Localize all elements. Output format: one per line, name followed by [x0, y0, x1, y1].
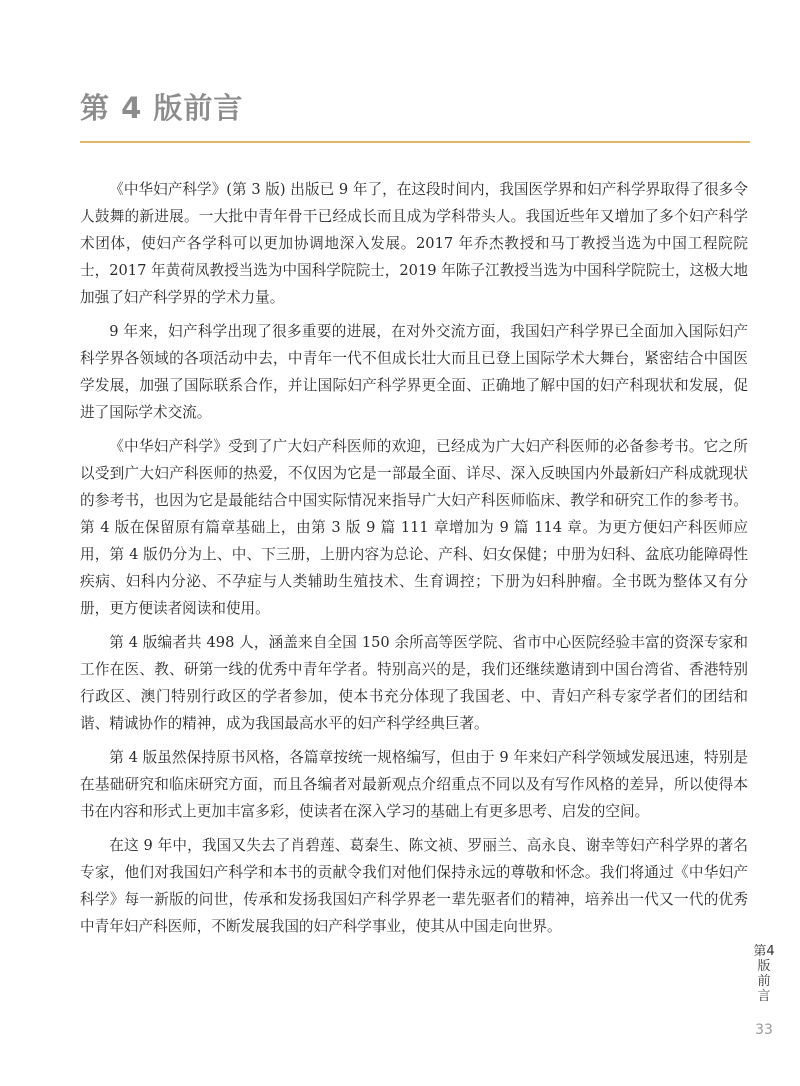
preface-body [80, 176, 748, 947]
page-number: 33 [755, 1022, 773, 1038]
page-title: 第 4 版前言 [80, 91, 244, 125]
title-divider [80, 141, 750, 143]
paragraph: 9 年来，妇产科学出现了很多重要的进展，在对外交流方面，我国妇产科学界已全面加入国际妇产科学界各领域的各项活动中去，中青年一代不但成长壮大而且已登上国际学术大舞台，紧密结合中国医学发展，加强了国际联系合作，并让国际妇产科学界更全面、正确地了解中国的妇产科现状和发展，促进了国际学术交流。 [80, 323, 748, 421]
paragraph: 第 4 版编者共 498 人，涵盖来自全国 150 余所高等医学院、省市中心医院经验丰富的资深专家和工作在医、教、研第一线的优秀中青年学者。特别高兴的是，我们还继续邀请到中国台湾省、香港特别行政区、澳门特别行政区的学者参加，使本书充分体现了我国老、中、青妇产科专家学者们的团结和谐、精诚协作的精神，成为我国最高水平的妇产科学经典巨著。 [80, 634, 748, 732]
paragraph: 在这 9 年中，我国又失去了肖碧莲、葛秦生、陈文祯、罗丽兰、高永良、谢幸等妇产科学界的著名专家，他们对我国妇产科学和本书的贡献令我们对他们保持永远的尊敬和怀念。我们将通过《中华妇产科学》每一新版的问世，传承和发扬我国妇产科学界老一辈先驱者们的精神，培养出一代又一代的优秀中青年妇产科医师，不断发展我国的妇产科学事业，使其从中国走向世界。 [80, 837, 748, 935]
paragraph: 第 4 版虽然保持原书风格，各篇章按统一规格编写，但由于 9 年来妇产科学领域发展迅速，特别是在基础研究和临床研究方面，而且各编者对最新观点介绍重点不同以及有写作风格的差异，所以使得本书在内容和形式上更加丰富多彩，使读者在深入学习的基础上有更多思考、启发的空间。 [80, 749, 748, 820]
side-section-tab: 第4版前言 [753, 944, 775, 1004]
paragraph: 《中华妇产科学》受到了广大妇产科医师的欢迎，已经成为广大妇产科医师的必备参考书。它之所以受到广大妇产科医师的热爱，不仅因为它是一部最全面、详尽、深入反映国内外最新妇产科成就现状的参考书，也因为它是最能结合中国实际情况来指导广大妇产科医师临床、教学和研究工作的参考书。第 4 版在保留原有篇章基础上，由第 3 版 9 篇 111 章增加为 9 篇 114 章。为更方便妇产科医师应用，第 4 版仍分为上、中、下三册，上册内容为总论、产科、妇女保健；中册为妇科、盆底功能障碍性疾病、妇科内分泌、不孕症与人类辅助生殖技术、生育调控；下册为妇科肿瘤。全书既为整体又有分册，更方便读者阅读和使用。 [80, 438, 748, 617]
paragraph: 《中华妇产科学》(第 3 版) 出版已 9 年了，在这段时间内，我国医学界和妇产科学界取得了很多令人鼓舞的新进展。一大批中青年骨干已经成长而且成为学科带头人。我国近些年又增加了多个妇产科学术团体，使妇产各学科可以更加协调地深入发展。2017 年乔杰教授和马丁教授当选为中国工程院院士，2017 年黄荷凤教授当选为中国科学院院士，2019 年陈子江教授当选为中国科学院院士，这极大地加强了妇产科学界的学术力量。 [80, 181, 748, 306]
